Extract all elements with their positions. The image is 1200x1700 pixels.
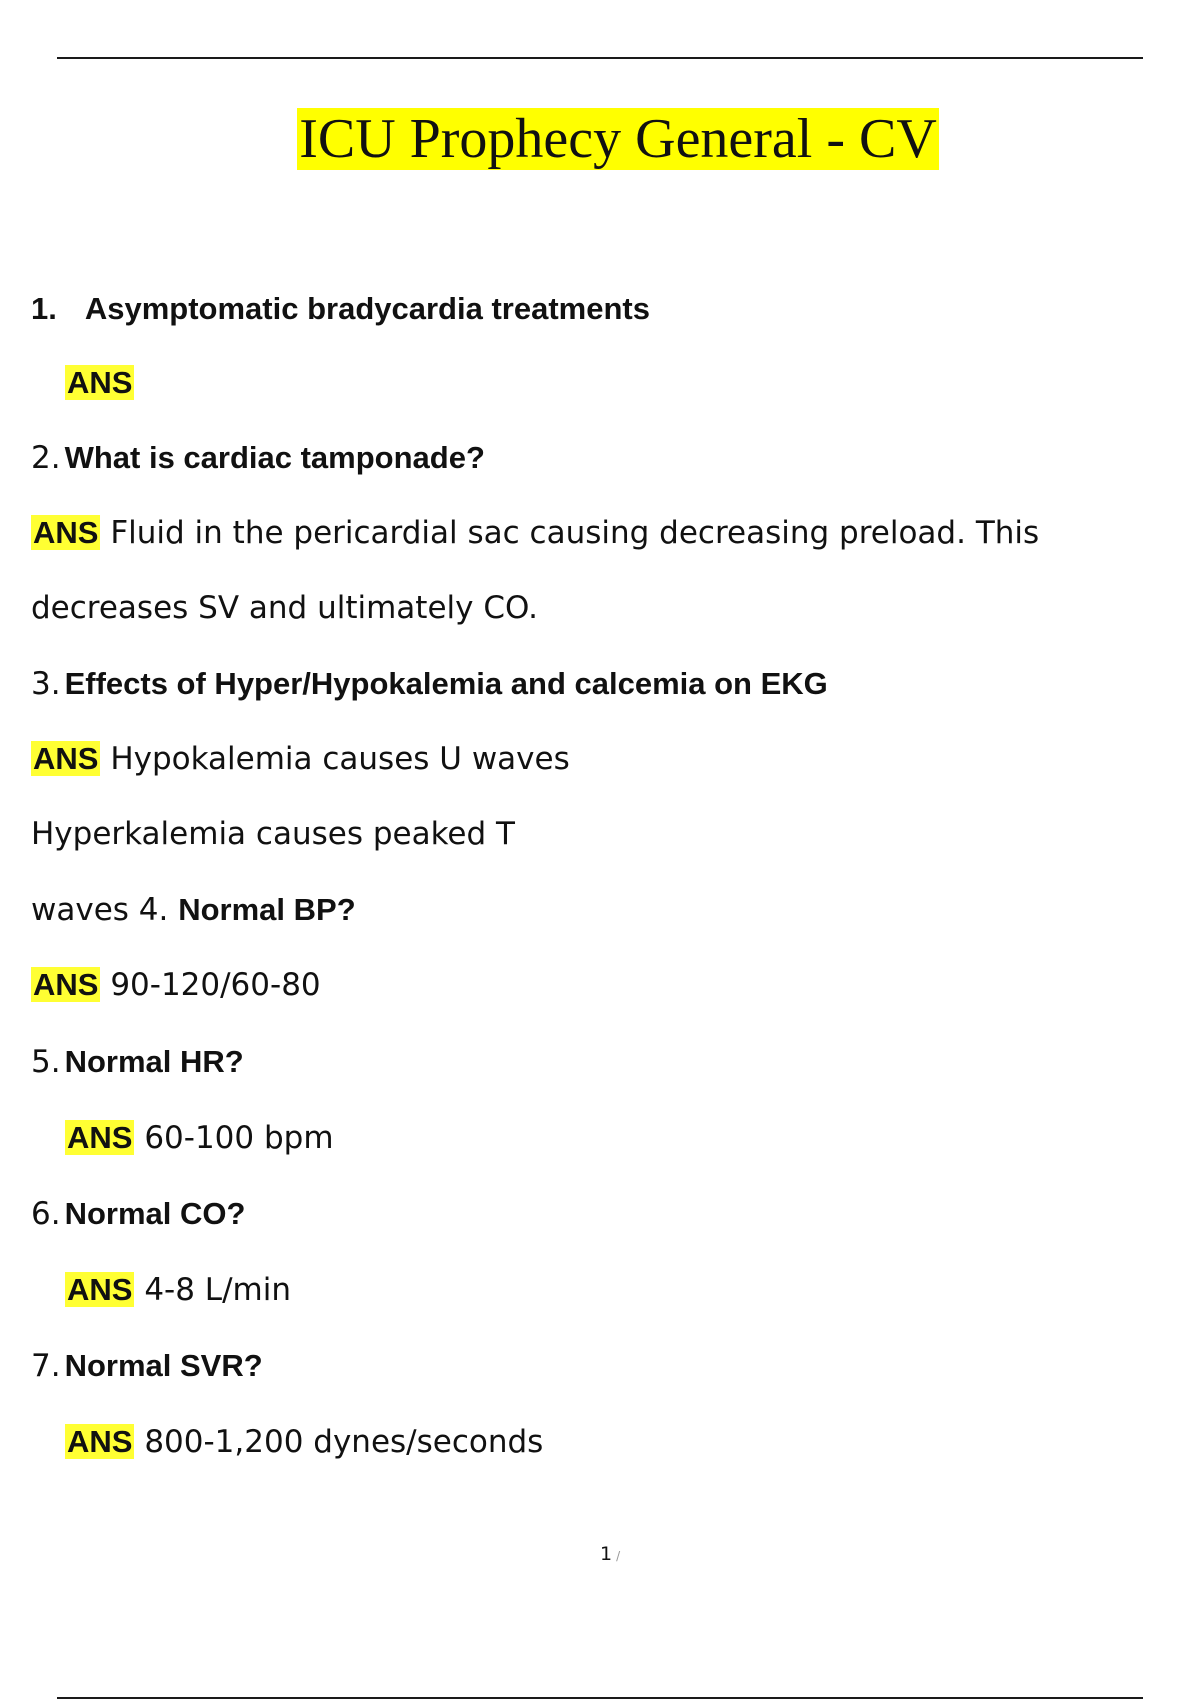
page-number-separator: / (616, 1549, 621, 1563)
question-1-text: Asymptomatic bradycardia treatments (84, 291, 650, 326)
top-rule (57, 57, 1143, 59)
answer-1 (65, 363, 134, 403)
answer-7-text: 800-1,200 dynes/seconds (144, 1424, 544, 1460)
question-2 (31, 438, 485, 478)
question-6-number: 6. (31, 1196, 61, 1232)
answer-4 (31, 965, 321, 1005)
question-1-number: 1. (31, 291, 57, 326)
document-title (0, 105, 1200, 173)
answer-7 (65, 1422, 543, 1462)
answer-3 (31, 739, 570, 779)
question-5-text: Normal HR? (64, 1044, 244, 1079)
page-number-value: 1 (600, 1543, 613, 1565)
question-2-text: What is cardiac tamponade? (64, 440, 485, 475)
question-2-number: 2. (31, 440, 61, 476)
question-7-number: 7. (31, 1348, 61, 1384)
answer-3-line-2: Hyperkalemia causes peaked T (31, 816, 515, 852)
ans-label-5: ANS (67, 1120, 133, 1155)
question-5 (31, 1042, 244, 1082)
ans-label-7: ANS (67, 1424, 133, 1459)
answer-5-text: 60-100 bpm (144, 1120, 334, 1156)
question-1 (31, 289, 650, 329)
question-3-number: 3. (31, 666, 61, 702)
document-title-text: ICU Prophecy General - CV (299, 108, 937, 170)
answer-3-and-question-4 (31, 890, 356, 930)
question-3-text: Effects of Hyper/Hypokalemia and calcemia on EKG (64, 666, 828, 701)
answer-3-line-3: waves 4. (31, 892, 169, 928)
answer-6 (65, 1270, 291, 1310)
bottom-rule (57, 1697, 1143, 1699)
question-6-text: Normal CO? (64, 1196, 246, 1231)
answer-3-continued (31, 814, 515, 854)
ans-label-2: ANS (33, 515, 99, 550)
answer-2-continued (31, 588, 538, 628)
question-4-text: Normal BP? (178, 892, 356, 927)
answer-2-line-2: decreases SV and ultimately CO. (31, 590, 538, 626)
answer-2 (31, 513, 1039, 553)
question-6 (31, 1194, 245, 1234)
ans-label-1: ANS (67, 365, 133, 400)
answer-5 (65, 1118, 334, 1158)
answer-6-text: 4-8 L/min (144, 1272, 291, 1308)
question-3 (31, 664, 828, 704)
page-number (600, 1542, 620, 1568)
question-5-number: 5. (31, 1044, 61, 1080)
ans-label-6: ANS (67, 1272, 133, 1307)
question-7 (31, 1346, 263, 1386)
answer-2-line-1: Fluid in the pericardial sac causing decreasing preload. This (110, 515, 1040, 551)
answer-3-line-1: Hypokalemia causes U waves (110, 741, 570, 777)
ans-label-3: ANS (33, 741, 99, 776)
ans-label-4: ANS (33, 967, 99, 1002)
answer-4-text: 90-120/60-80 (110, 967, 321, 1003)
question-7-text: Normal SVR? (64, 1348, 263, 1383)
